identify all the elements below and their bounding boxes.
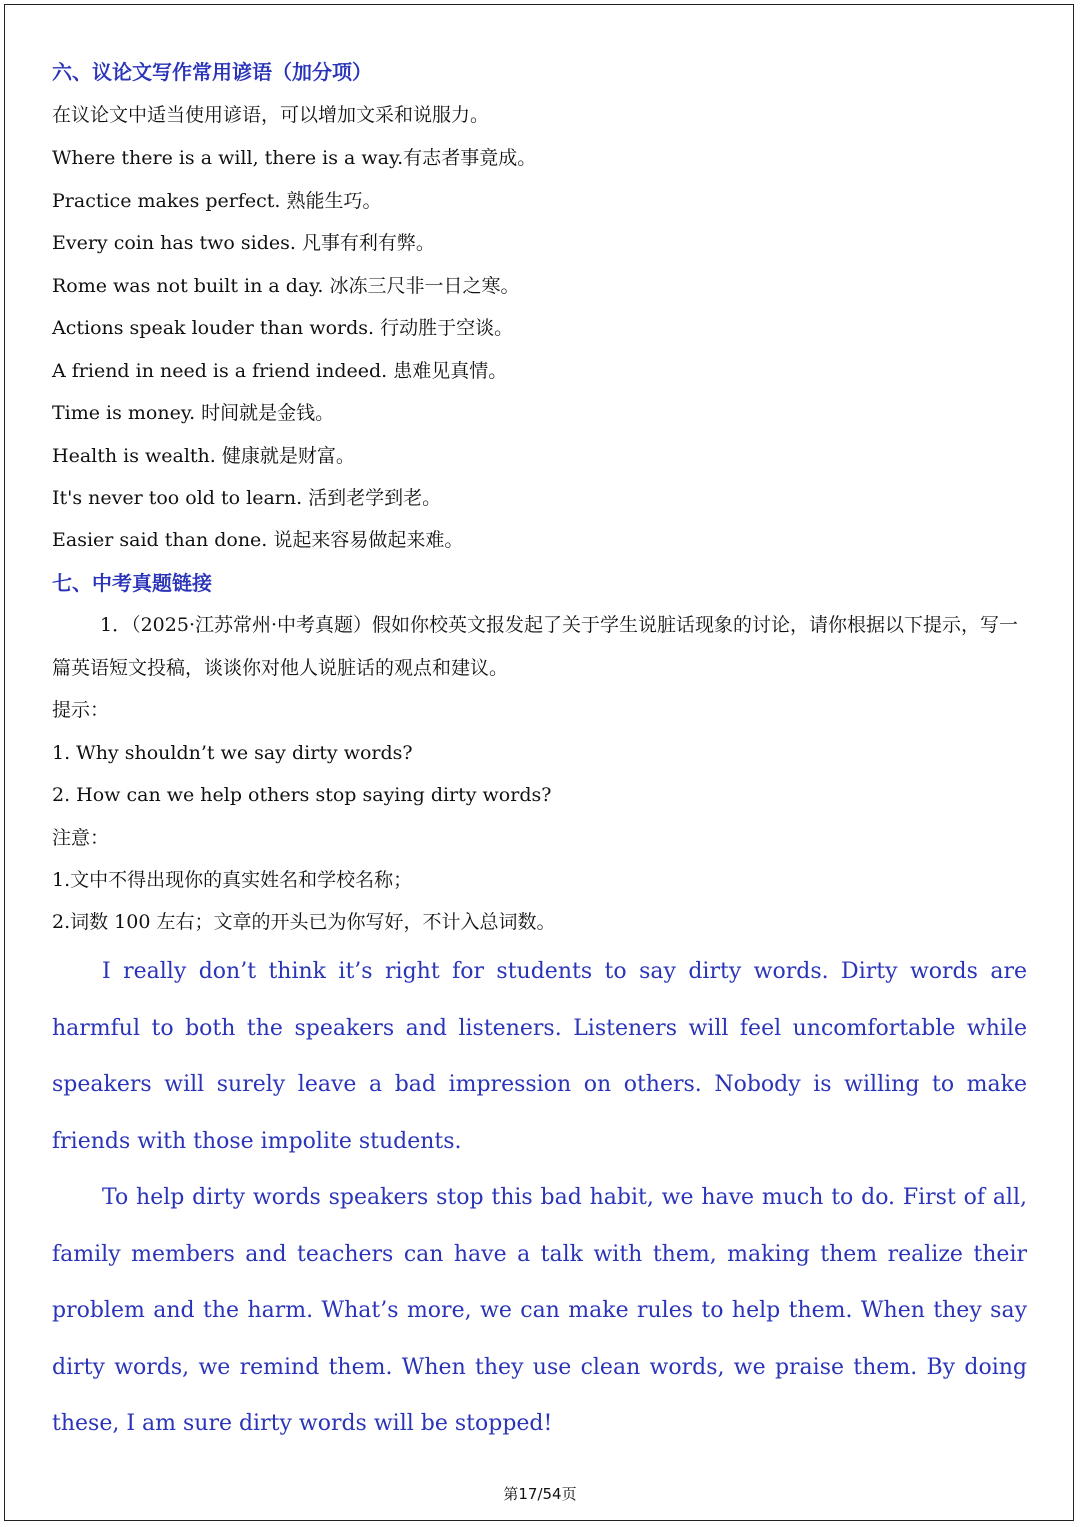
proverb-7: Time is money. 时间就是金钱。	[52, 402, 335, 424]
proverb-5: Actions speak louder than words. 行动胜于空谈。	[52, 317, 514, 339]
page-number: 第17/54页	[503, 1485, 577, 1503]
exam-question: 1．（2025·江苏常州·中考真题）假如你校英文报发起了关于学生说脏话现象的讨论，请你根据以下提示，写一篇英语短文投稿，谈谈你对他人说脏话的观点和建议。	[52, 614, 1019, 679]
proverb-9: It's never too old to learn. 活到老学到老。	[52, 487, 442, 509]
section-6-heading: 六、议论文写作常用谚语（加分项）	[52, 60, 372, 84]
proverb-3: Every coin has two sides. 凡事有利有弊。	[52, 232, 435, 254]
section-7-heading: 七、中考真题链接	[52, 571, 212, 595]
proverb-1: Where there is a will, there is a way.有志者事竟成。	[52, 147, 537, 169]
note-1: 1.文中不得出现你的真实姓名和学校名称；	[52, 869, 413, 891]
essay-paragraph-1: I really don’t think it’s right for students to say dirty words. Dirty words are harmful to both the speakers and listeners. Listeners will feel uncomfortable while speakers will surely leave a bad impression on others. Nobody is willing to make friends with those impolite students.	[52, 959, 1027, 1154]
hint-label: 提示：	[52, 699, 110, 721]
proverb-8: Health is wealth. 健康就是财富。	[52, 445, 355, 467]
proverb-6: A friend in need is a friend indeed. 患难见真情。	[52, 360, 508, 382]
proverb-10: Easier said than done. 说起来容易做起来难。	[52, 529, 464, 551]
proverb-4: Rome was not built in a day. 冰冻三尺非一日之寒。	[52, 275, 520, 297]
note-label: 注意：	[52, 827, 110, 849]
hint-1: 1. Why shouldn’t we say dirty words?	[52, 742, 413, 764]
note-2: 2.词数 100 左右；文章的开头已为你写好，不计入总词数。	[52, 911, 556, 933]
hint-2: 2. How can we help others stop saying dirty words?	[52, 784, 552, 806]
section-6-intro: 在议论文中适当使用谚语，可以增加文采和说服力。	[52, 104, 490, 126]
proverb-2: Practice makes perfect. 熟能生巧。	[52, 190, 382, 212]
essay-paragraph-2: To help dirty words speakers stop this bad habit, we have much to do. First of all, family members and teachers can have a talk with them, making them realize their problem and the harm. What’s more, we can make rules to help them. When they say dirty words, we remind them. When they use clean words, we praise them. By doing these, I am sure dirty words will be stopped!	[52, 1185, 1027, 1436]
